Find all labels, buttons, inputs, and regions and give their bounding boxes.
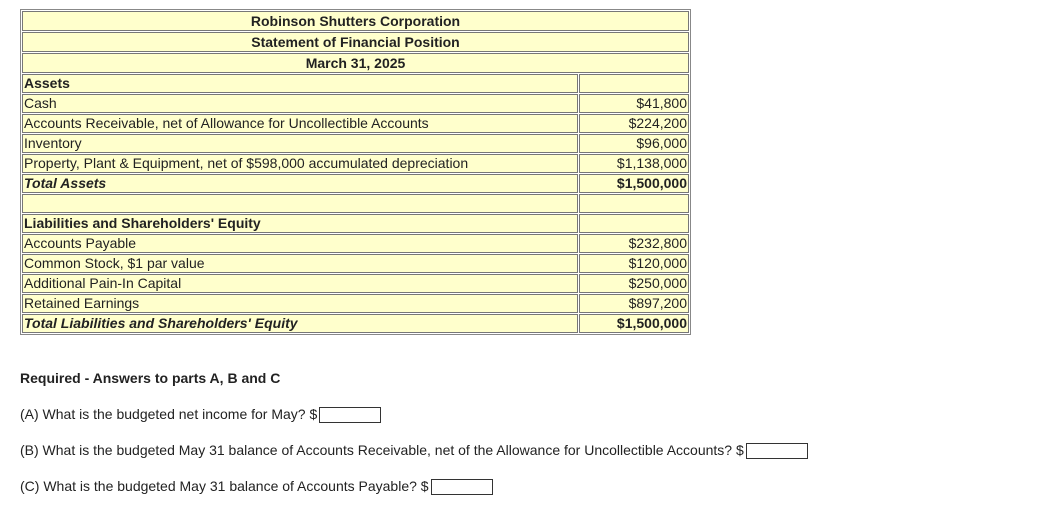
spacer-row (22, 194, 689, 213)
statement-date: March 31, 2025 (22, 53, 689, 73)
row-label: Common Stock, $1 par value (22, 254, 578, 273)
row-amount: $120,000 (579, 254, 689, 273)
question-c-text: (C) What is the budgeted May 31 balance of Accounts Payable? (20, 478, 417, 494)
row-amount: $897,200 (579, 294, 689, 313)
assets-heading-row (22, 74, 689, 93)
table-row (22, 294, 689, 313)
currency-symbol: $ (735, 442, 744, 458)
table-row (22, 234, 689, 253)
financial-statement (20, 9, 690, 335)
table-row (22, 154, 689, 173)
row-label: Accounts Payable (22, 234, 578, 253)
answer-a-input[interactable] (319, 407, 381, 423)
table-row (22, 114, 689, 133)
row-amount: $41,800 (579, 94, 689, 113)
empty-cell (579, 74, 689, 93)
empty-cell (579, 194, 689, 213)
company-name: Robinson Shutters Corporation (22, 11, 689, 31)
liabilities-heading: Liabilities and Shareholders' Equity (22, 214, 578, 233)
total-assets-amount: $1,500,000 (579, 174, 689, 193)
row-label: Property, Plant & Equipment, net of $598,000 accumulated depreciation (22, 154, 578, 173)
row-label: Retained Earnings (22, 294, 578, 313)
statement-table (20, 9, 691, 335)
question-c (20, 476, 1020, 496)
question-a-text: (A) What is the budgeted net income for May? (20, 406, 306, 422)
questions-heading: Required - Answers to parts A, B and C (20, 370, 281, 386)
row-amount: $250,000 (579, 274, 689, 293)
answer-c-input[interactable] (431, 479, 493, 495)
table-row (22, 94, 689, 113)
question-b (20, 440, 1020, 460)
table-row (22, 254, 689, 273)
row-label: Additional Pain-In Capital (22, 274, 578, 293)
total-liabilities-label: Total Liabilities and Shareholders' Equity (22, 314, 578, 333)
statement-title: Statement of Financial Position (22, 32, 689, 52)
row-amount: $232,800 (579, 234, 689, 253)
table-row (22, 134, 689, 153)
row-label: Inventory (22, 134, 578, 153)
currency-symbol: $ (309, 406, 318, 422)
table-row (22, 274, 689, 293)
currency-symbol: $ (420, 478, 429, 494)
question-a (20, 404, 1020, 424)
total-assets-label: Total Assets (22, 174, 578, 193)
question-b-text: (B) What is the budgeted May 31 balance of Accounts Receivable, net of the Allowance for Uncollectible Accounts? (20, 442, 733, 458)
assets-heading: Assets (22, 74, 578, 93)
row-label: Cash (22, 94, 578, 113)
empty-cell (22, 194, 578, 213)
liabilities-heading-row (22, 214, 689, 233)
questions-section (20, 368, 1020, 496)
total-liabilities-row (22, 314, 689, 333)
answer-b-input[interactable] (746, 443, 808, 459)
total-assets-row (22, 174, 689, 193)
row-label: Accounts Receivable, net of Allowance for Uncollectible Accounts (22, 114, 578, 133)
row-amount: $96,000 (579, 134, 689, 153)
total-liabilities-amount: $1,500,000 (579, 314, 689, 333)
empty-cell (579, 214, 689, 233)
row-amount: $1,138,000 (579, 154, 689, 173)
row-amount: $224,200 (579, 114, 689, 133)
